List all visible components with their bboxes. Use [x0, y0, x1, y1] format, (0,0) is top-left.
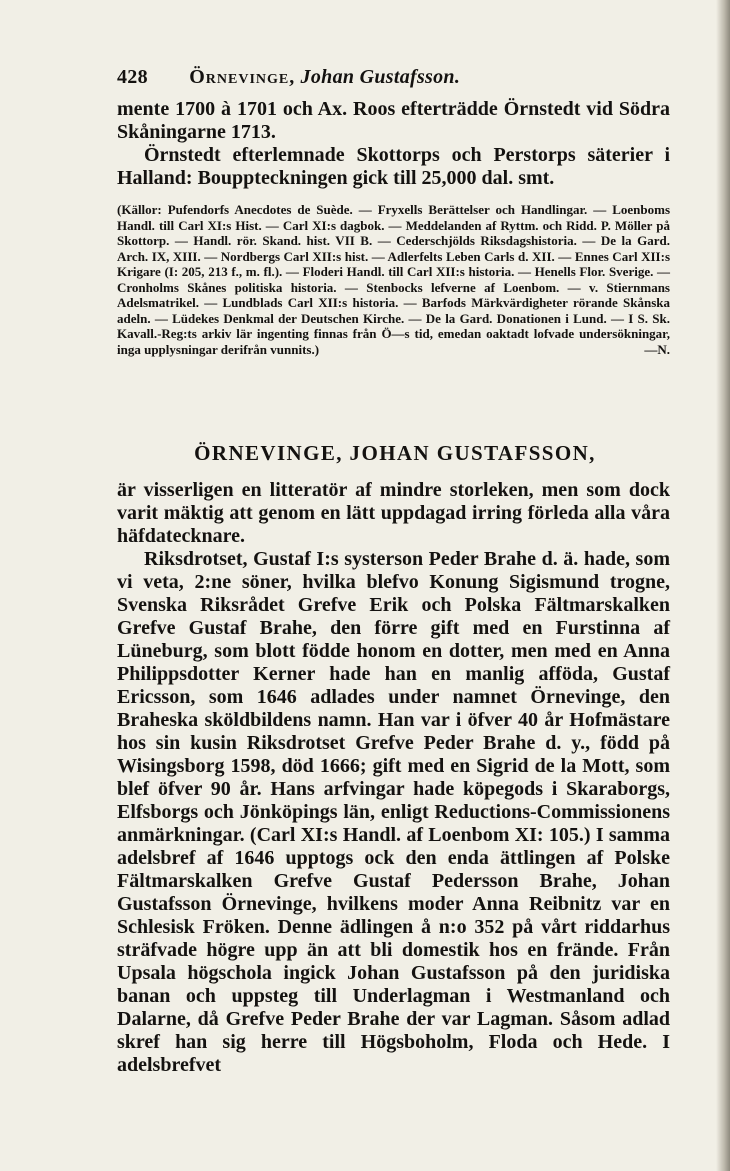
paragraph: Örnstedt efterlemnade Skottorps och Perstorps säterier i Halland: Bouppteckningen gick till 25,000 dal. smt. [117, 144, 670, 189]
article-title: ÖRNEVINGE, JOHAN GUSTAFSSON, [194, 441, 596, 465]
running-title: Örnevinge, [189, 66, 296, 88]
paragraph: är visserligen en litteratör af mindre storleken, men som dock varit mäktig att genom en lätt uppdagad irring förleda alla våra häfdatecknare. [117, 479, 670, 547]
sources-note [117, 202, 670, 357]
page-number: 428 [117, 66, 148, 88]
article-body [117, 479, 670, 1077]
running-header [117, 66, 677, 89]
running-name: Johan Gustafsson. [300, 66, 461, 88]
paragraph: mente 1700 à 1701 och Ax. Roos efterträdde Örnstedt vid Södra Skåningarne 1713. [117, 98, 670, 143]
author-signature: —N. [644, 341, 670, 357]
sources-text: (Källor: Pufendorfs Anecdotes de Suède. — Fryxells Berättelser och Handlingar. — Loenboms Handl. till Carl XI:s Hist. — Carl XI:s dagbok. — Meddelanden af Ryttm. och Ridd. P. Möller på Skottorp. — Handl. rör. Skand. hist. VII B. — Cederschjölds Riksdagshistoria. — De la Gard. Arch. IX, XIII. — Nordbergs Carl XII:s hist. — Adlerfelts Leben Carls d. XII. — Ennes Carl XII:s Krigare (I: 205, 213 f., m. fl.). — Floderi Handl. till Carl XII:s historia. — Henells Flor. Sverige. — Cronholms Skånes politiska historia. — Stenbocks lefverne af Loenbom. — v. Stiernmans Adelsmatrikel. — Lundblads Carl XII:s historia. — Barfods Märkvärdigheter rörande Skånska adeln. — Lüdekes Denkmal der Deutschen Kirche. — De la Gard. Donationen i Lund. — I S. Sk. Kavall.-Reg:ts arkiv lär ingenting finnas från Ö—s tid, emedan oaktadt lofvade undersökningar, inga upplysningar derifrån vunnits.) [117, 202, 670, 357]
page-edge-shadow [716, 0, 730, 1171]
paragraph: Riksdrotset, Gustaf I:s systerson Peder Brahe d. ä. hade, som vi veta, 2:ne söner, hvilka blefvo Konung Sigismund trogne, Svenska Riksrådet Grefve Erik och Polska Fältmarskalken Grefve Gustaf Brahe, den förre gift med en Furstinna af Lüneburg, som blott födde honom en dotter, men med en Anna Philippsdotter Kerner hade han en manlig afföda, Gustaf Ericsson, som 1646 adlades under namnet Örnevinge, den Braheska sköldbildens namn. Han var i öfver 40 år Hofmästare hos sin kusin Riksdrotset Grefve Peder Brahe d. y., född på Wisingsborg 1598, död 1666; gift med en Sigrid de la Mott, som blef öfver 90 år. Hans arfvingar hade köpegods i Skaraborgs, Elfsborgs och Jönköpings län, enligt Reductions-Commissionens anmärkningar. (Carl XI:s Handl. af Loenbom XI: 105.) I samma adelsbref af 1646 upptogs ock den enda ättlingen af Polske Fältmarskalken Grefve Gustaf Pedersson Brahe, Johan Gustafsson Örnevinge, hvilkens moder Anna Reibnitz var en Schlesisk Fröken. Denne ädlingen å n:o 352 på vårt riddarhus sträfvade högre upp än att bli domestik hos en frände. Från Upsala högschola ingick Johan Gustafsson på den juridiska banan och uppsteg till Underlagman i Westmanland och Dalarne, då Grefve Peder Brahe der var Lagman. Såsom adlad skref han sig herre till Högsboholm, Floda och Hede. I adelsbrefvet [117, 548, 670, 1076]
top-text [117, 98, 670, 190]
